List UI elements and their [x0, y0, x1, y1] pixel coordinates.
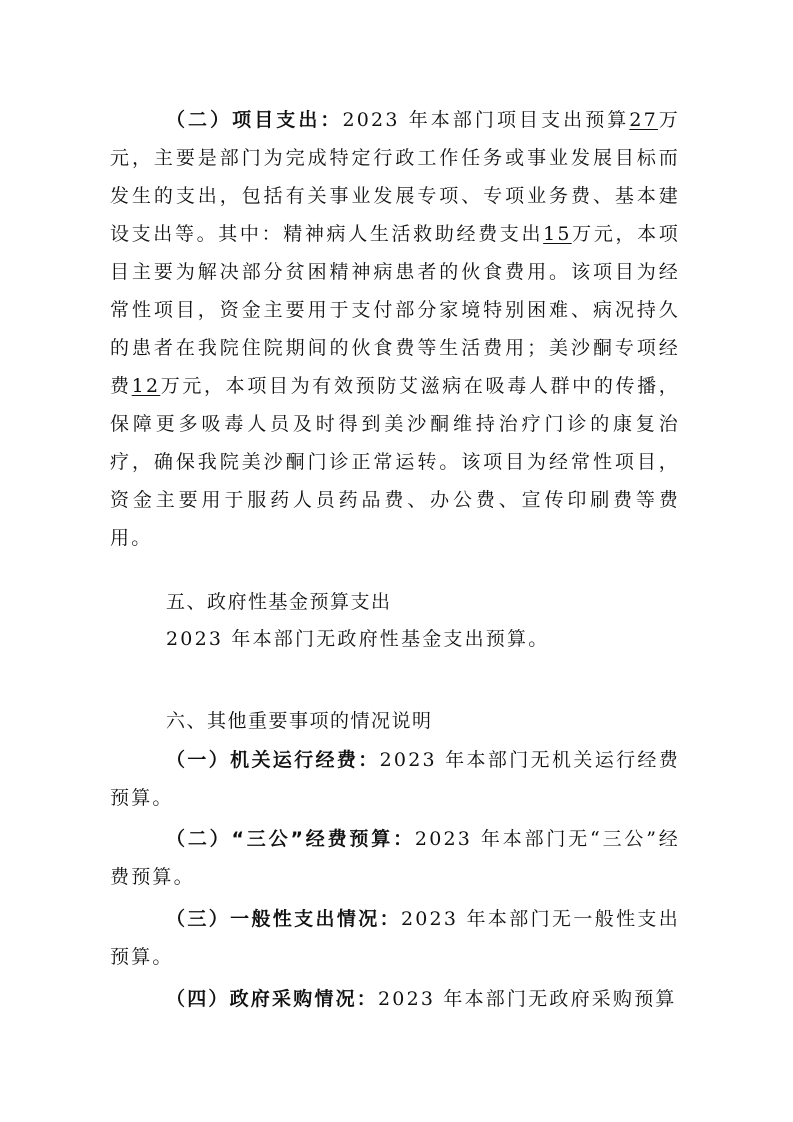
project-expenditure-text-3: 万元，本项目主要为解决部分贫困精神病患者的伙食费用。该项目为经常性项目，资金主要用于支付部分家境特别困难、病况持久的患者在我院住院期间的伙食费等生活费用；美沙酮专项经费	[110, 223, 680, 397]
section-five-heading: 五、政府性基金预算支出	[166, 591, 392, 613]
other-item-1	[110, 741, 680, 817]
other-item-1-text: 2023 年本部门无机关运行经费预算。	[110, 749, 680, 809]
project-expenditure-label: （二）项目支出：	[166, 109, 343, 131]
other-item-2-label: （二）“三公”经费预算：	[166, 828, 415, 850]
project-expenditure-text-2: 万元，主要是部门为完成特定行政工作任务或事业发展目标而发生的支出，包括有关事业发展专项、专项业务费、基本建设支出等。其中：精神病人生活救助经费支出	[110, 109, 680, 245]
project-expenditure-text-1: 2023 年本部门项目支出预算	[342, 109, 630, 131]
other-item-2	[110, 820, 680, 896]
section-five-text: 2023 年本部门无政府性基金支出预算。	[166, 628, 550, 650]
other-item-4	[110, 980, 680, 1018]
other-item-2-text: 2023 年本部门无“三公”经费预算。	[110, 828, 680, 888]
section-six-heading: 六、其他重要事项的情况说明	[166, 710, 433, 732]
other-item-1-label: （一）机关运行经费：	[166, 749, 380, 771]
methadone-amount: 12	[131, 375, 161, 397]
other-item-3	[110, 900, 680, 976]
project-total-amount: 27	[629, 109, 658, 131]
other-item-4-text: 2023 年本部门无政府采购预算	[378, 988, 677, 1010]
other-item-3-text: 2023 年本部门无一般性支出预算。	[110, 908, 680, 968]
other-item-3-label: （三）一般性支出情况：	[166, 908, 401, 930]
other-item-4-label: （四）政府采购情况：	[166, 988, 379, 1010]
project-expenditure-paragraph	[110, 101, 680, 557]
relief-amount: 15	[543, 223, 572, 245]
project-expenditure-text-4: 万元，本项目为有效预防艾滋病在吸毒人群中的传播，保障更多吸毒人员及时得到美沙酮维持治疗门诊的康复治疗，确保我院美沙酮门诊正常运转。该项目为经常性项目，资金主要用于服药人员药品费、办公费、宣传印刷费等费用。	[110, 375, 681, 549]
